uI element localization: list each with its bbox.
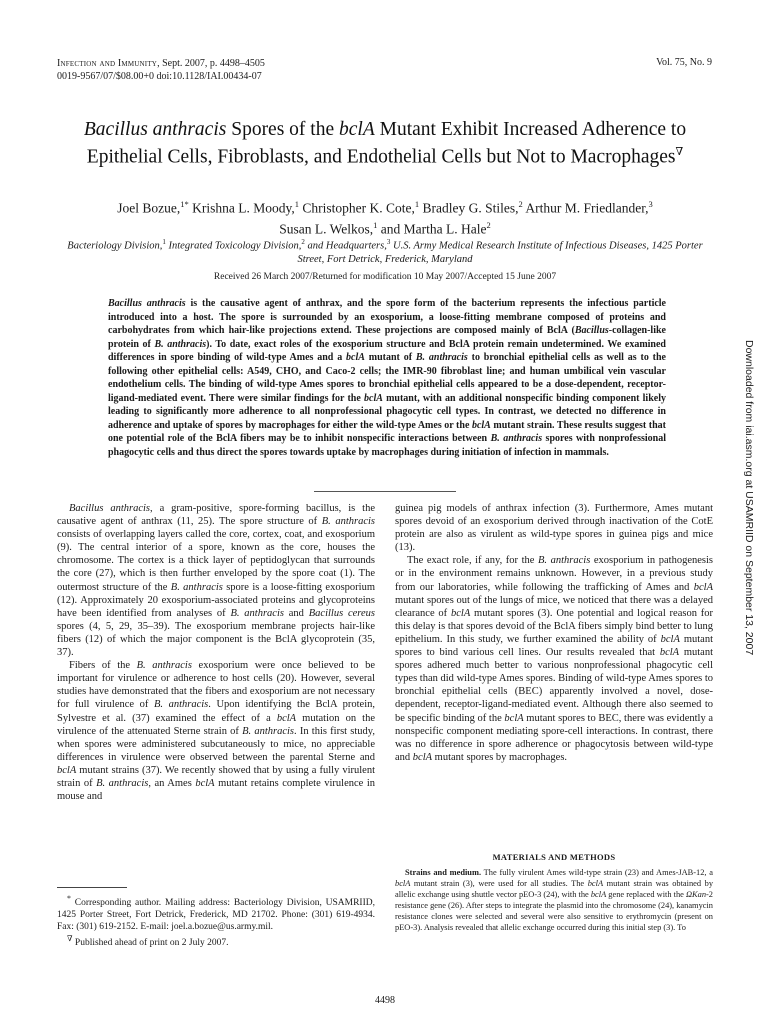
footnotes <box>57 893 375 950</box>
text-run: mutant spores by macrophages. <box>432 751 568 763</box>
text-run: exosporium were once believed to be important for virulence or adherence to host cells (20). However, several studies have demonstrated that the fibers and exosporium are not necessary for full virulence of <box>57 660 375 711</box>
body-column-right <box>395 502 713 764</box>
affil-ref: 2 <box>518 199 523 209</box>
italic-run: B. anthracis <box>230 607 284 619</box>
abstract-divider <box>314 491 456 492</box>
corresponding-author-note <box>57 893 375 933</box>
text-run: consists of overlapping layers called the core, cortex, coat, and exosporium (9). The central interior of a spore, known as the core, houses the chromosome. The cortex is a thick layer of peptidoglycan that surrounds the core (27), which is then further enveloped by the spore coat (1). The outermost structure of the <box>57 529 375 593</box>
abs-text: mutant of <box>364 352 416 363</box>
text-run: mutant spores to bind various cell lines. Our results revealed that <box>395 633 713 659</box>
text-run: exosporium in pathogenesis or in the environment remains unknown. However, in a previous study from our laboratories, while following the trafficking of Ames and <box>395 555 713 593</box>
text-run: mutant strain (3), were used for all studies. The <box>410 878 588 888</box>
italic-run: bclA <box>504 712 524 724</box>
italic-run: B. anthracis <box>153 699 209 711</box>
italic-run: ΩKan <box>685 889 707 899</box>
volume-issue: Vol. 75, No. 9 <box>656 57 712 68</box>
italic-run: bclA <box>451 607 471 619</box>
publish-mark: ∇ <box>67 934 73 944</box>
text-run: mutant strains (37). We recently showed that by using a fully virulent strain of <box>57 764 375 789</box>
italic-run: bclA <box>57 764 77 776</box>
italic-run: B. anthracis <box>538 555 591 567</box>
affil-ref: 1 <box>414 199 420 209</box>
text-run: The exact role, if any, for the <box>407 555 539 567</box>
affiliation: U.S. Army Medical Research Institute of Infectious Diseases, 1425 Porter Street, Fort Detrick, Frederick, Maryland <box>297 240 703 265</box>
paragraph <box>57 659 375 803</box>
download-watermark <box>743 340 755 760</box>
italic-run: B. anthracis <box>96 777 149 789</box>
text-run: . In this first study, when spores were administered subcutaneously to mice, no appreciable differences in virulence were observed between the parental Sterne and <box>57 725 375 763</box>
text-run: Fibers of the <box>69 660 137 672</box>
section-heading: MATERIALS AND METHODS <box>492 852 616 862</box>
title-species: Bacillus anthracis <box>83 119 227 140</box>
corr-mark: * <box>184 199 189 209</box>
author: Arthur M. Friedlander, <box>522 200 649 216</box>
issn-doi: 0019-9567/07/$08.00+0 doi:10.1128/IAI.00434-07 <box>57 71 262 82</box>
abs-text: mutant, with an additional nonspecific binding component likely leading to significantly more adherence to all nonprofessional phagocytic cell types. In contrast, we detected no difference in adherence and uptake of spores by macrophages for either the wild-type Ames or the <box>108 392 666 431</box>
abs-italic: bclA <box>346 352 365 363</box>
text-run: spores (4, 5, 29, 35–39). The exosporium membrane projects hair-like fibers (12) of which the major component is the BclA glycoprotein (35, 37). <box>57 620 375 659</box>
text-run: mutant strain was obtained by allelic exchange using shuttle vector pEO-3 (24), with the <box>395 878 714 899</box>
paragraph <box>395 868 713 933</box>
title-mark: ∇ <box>675 146 684 158</box>
footnote-divider <box>57 887 127 888</box>
text-run: mutant spores (3). One potential and logical reason for this delay is that spores devoid of the BclA fibers simply bind better to lung epithelium. In this study, we further examined the ability of <box>395 607 713 645</box>
abs-text: spores with nonprofessional phagocytic cells and thus direct the spores towards uptake by macrophages during initiation of infection in mammals. <box>108 433 667 458</box>
title-text-rest: Mutant Exhibit Increased Adherence to Epithelial Cells, Fibroblasts, and Endothelial Cells but Not to Macrophages <box>86 119 687 168</box>
text-run: and <box>283 607 309 619</box>
abs-text: -collagen-like protein of <box>108 325 666 350</box>
italic-run: bclA <box>693 581 713 593</box>
italic-run: bclA <box>587 878 604 888</box>
title-text: Spores of the <box>226 119 339 140</box>
abstract <box>108 297 666 459</box>
citation: , Sept. 2007, p. 4498–4505 <box>157 58 265 69</box>
affiliation: and Headquarters, <box>304 240 387 252</box>
text-run: . Upon identifying the BclA protein, Sylvestre et al. (37) examined the effect of a <box>57 699 375 724</box>
page-number: 4498 <box>375 995 395 1006</box>
text-run: mutant retains complete virulence in mouse and <box>57 777 375 803</box>
text-run: , an Ames <box>148 777 196 789</box>
italic-run: bclA <box>659 647 680 659</box>
text-run: spore is a loose-fitting exosporium (12). Approximately 20 exosporium-associated proteins and glycoproteins have been identified from analyses of <box>57 581 375 619</box>
text-run: Published ahead of print on 2 July 2007. <box>72 938 229 949</box>
article-title <box>60 118 710 169</box>
affil-ref: 3 <box>386 238 391 246</box>
affiliation: Bacteriology Division, <box>67 240 163 252</box>
author: Christopher K. Cote, <box>298 200 415 216</box>
abs-italic: B. anthracis <box>154 338 207 350</box>
italic-run: bclA <box>660 633 680 645</box>
text-run: -2 resistance gene (26). After steps to integrate the plasmid into the chromosome (24), kanamycin resistance clones were selected and several were also sensitive to erythromycin (present on pEO-3). Analysis revealed that allelic exchange occurred during this initial step (3). To <box>395 889 713 932</box>
italic-run: B. anthracis <box>170 581 223 593</box>
italic-run: bclA <box>590 889 607 899</box>
author: Susan L. Welkos, <box>279 221 374 236</box>
affil-ref: 1 <box>180 199 185 209</box>
author: and Martha L. Hale <box>377 221 487 236</box>
abs-text: is the causative agent of anthrax, and the spore form of the bacterium represents the infectious particle introduced into a host. The spore is surrounded by an exosporium, a loose-fitting membrane composed of proteins and carbohydrates from which hair-like projections extend. These projections are composed mainly of BclA ( <box>108 298 666 336</box>
running-header <box>57 57 265 83</box>
paragraph <box>395 554 713 764</box>
italic-run: Bacillus anthracis <box>69 503 151 514</box>
received-dates: Received 26 March 2007/Returned for modification 10 May 2007/Accepted 15 June 2007 <box>213 272 557 282</box>
italic-run: bclA <box>195 777 215 789</box>
italic-run: Bacillus cereus <box>308 607 375 619</box>
download-notice: Downloaded from iai.asm.org at USAMRIID on September 13, 2007 <box>743 340 755 656</box>
affil-ref: 3 <box>648 199 653 209</box>
italic-run: bclA <box>395 878 411 888</box>
abs-italic: bclA <box>471 419 491 431</box>
text-run: gene replaced with the <box>606 889 686 899</box>
text-run: mutation on the virulence of the attenuated Sterne strain of <box>57 712 375 737</box>
subsection-lead: Strains and medium. <box>405 868 482 877</box>
author: Bradley G. Stiles, <box>419 200 519 216</box>
text-run: , a gram-positive, spore-forming bacillus, is the causative agent of anthrax (11, 25). The spore structure of <box>57 503 375 528</box>
affiliations <box>60 236 710 266</box>
abs-text: ). To date, exact roles of the exosporium structure and BclA protein remain undetermined. We examined differences in spore binding of wild-type Ames and a <box>108 338 666 363</box>
text-run: mutant spores out of the lungs of mice, we noticed that there was a delayed clearance of <box>395 594 713 619</box>
abs-italic: B. anthracis <box>490 433 543 444</box>
author: Joel Bozue, <box>117 200 181 216</box>
text-run: Corresponding author. Mailing address: Bacteriology Division, USAMRIID, 1425 Porter Street, Fort Detrick, Frederick, MD 21702. Phone: (301) 619-4934. Fax: (301) 619-2152. E-mail: joel.a.bozue@us.army.mil. <box>57 898 375 933</box>
affil-ref: 1 <box>162 238 166 246</box>
title-gene: bclA <box>339 119 375 140</box>
affil-ref: 1 <box>373 219 378 230</box>
abs-italic: Bacillus <box>574 325 609 336</box>
paragraph <box>57 502 375 659</box>
italic-run: bclA <box>412 751 433 763</box>
corr-mark: * <box>67 894 71 903</box>
italic-run: B. anthracis <box>136 660 192 672</box>
publication-note <box>57 933 375 949</box>
italic-run: B. anthracis <box>242 725 295 737</box>
affil-ref: 2 <box>301 238 305 246</box>
affil-ref: 2 <box>486 219 491 230</box>
abs-text: mutant strain. These results suggest that one potential role of the BclA fibers may be to inhibit nonspecific interactions between <box>108 419 667 444</box>
author: Krishna L. Moody, <box>188 200 295 216</box>
body-column-left <box>57 502 375 803</box>
author-list <box>60 196 710 237</box>
abs-text: to bronchial epithelial cells as well as to the following other epithelial cells: A549, CHO, and Caco-2 cells; the IMR-90 fibroblast line; and human umbilical vein vascular endothelium cells. The binding of wild-type Ames spores to bronchial epithelial cells appeared to be a dose-dependent, receptor-ligand-mediated event. There were similar findings for the <box>108 352 666 404</box>
journal-name: Infection and Immunity <box>57 58 158 69</box>
affiliation: Integrated Toxicology Division, <box>165 240 302 252</box>
italic-run: bclA <box>276 712 297 724</box>
abs-italic: B. anthracis <box>415 352 468 363</box>
paragraph: guinea pig models of anthrax infection (3). Furthermore, Ames mutant spores devoid of an exosporium derived through inactivation of the CotE protein are also as virulent as wild-type spores in guinea pigs and mice (13). <box>395 503 713 554</box>
text-run: mutant spores to BEC, there was evidently a nonspecific component mediating spore-cell interactions. In contrast, there was no difference in spore adherence or phagocytosis between wild-type and <box>395 712 713 763</box>
text-run: The fully virulent Ames wild-type strain (23) and Ames-JAB-12, a <box>481 868 713 877</box>
italic-run: B. anthracis <box>321 516 375 528</box>
affil-ref: 1 <box>294 199 299 209</box>
abs-italic: bclA <box>364 392 383 404</box>
methods-text <box>395 868 713 933</box>
abs-italic: Bacillus anthracis <box>108 298 186 309</box>
text-run: mutant spores adhered much better to various nonprofessional phagocytic cell types than did wild-type Ames spores. Binding of wild-type Ames spores to bronchial epithelial cells (BEC) apparently involved a novel, dose-dependent, receptor-ligand-mediated event. Although there also seemed to be specific binding of the <box>395 647 713 724</box>
